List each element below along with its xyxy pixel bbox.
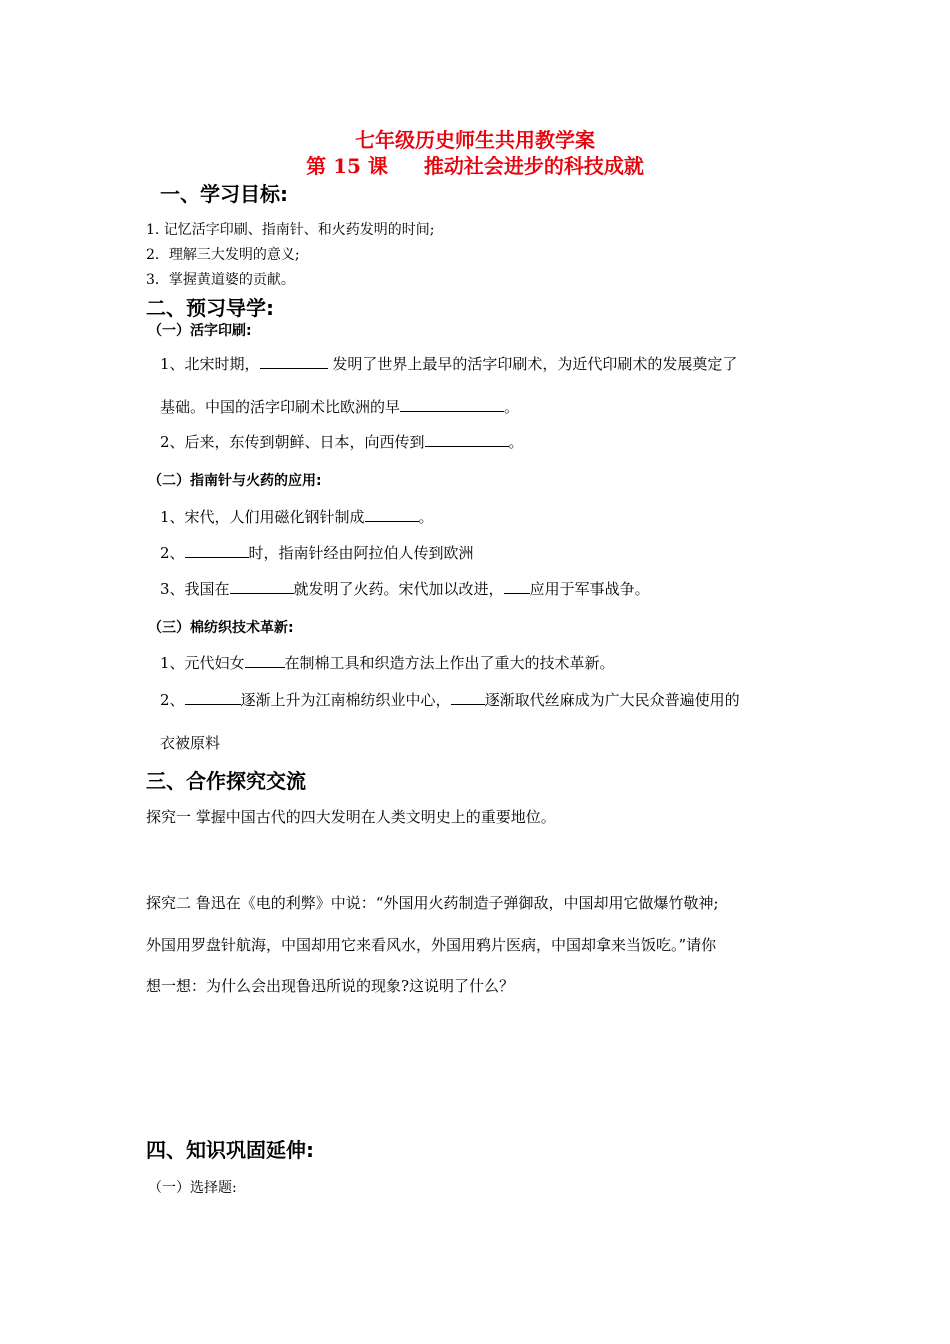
subsection-cotton-heading: （三）棉纺织技术革新: bbox=[148, 620, 294, 636]
section-learning-goals-heading: 一、学习目标: bbox=[160, 182, 288, 206]
question-text: 逐渐取代丝麻成为广大民众普遍使用的 bbox=[484, 691, 740, 709]
question-text: 2、后来，东传到朝鲜、日本，向西传到 bbox=[160, 433, 425, 451]
question-text: 。 bbox=[418, 508, 434, 526]
lesson-number: 第 15 课 bbox=[306, 154, 388, 178]
question-text: 2、 bbox=[160, 544, 185, 562]
inquiry-two-line-2: 外国用罗盘针航海，中国却用它来看风水，外国用鸦片医病，中国却拿来当饭吃。”请你 bbox=[146, 936, 717, 954]
question-text: 发明了世界上最早的活字印刷术，为近代印刷术的发展奠定了 bbox=[332, 355, 738, 373]
lesson-title: 推动社会进步的科技成就 bbox=[423, 154, 644, 178]
lesson-heading bbox=[0, 150, 950, 179]
section-preview-heading: 二、预习导学: bbox=[146, 296, 274, 320]
question-movable-type-2 bbox=[160, 431, 524, 452]
section-inquiry-heading: 三、合作探究交流 bbox=[146, 769, 306, 793]
goal-item-3: 3．掌握黄道婆的贡献。 bbox=[146, 272, 295, 288]
document-title: 七年级历史师生共用教学案 bbox=[355, 128, 595, 152]
answer-blank[interactable] bbox=[365, 506, 419, 522]
question-text: 1、元代妇女 bbox=[160, 654, 245, 672]
question-movable-type-1-cont bbox=[160, 396, 519, 417]
answer-blank[interactable] bbox=[425, 431, 509, 447]
question-text: 基础。中国的活字印刷术比欧洲的早 bbox=[160, 398, 401, 416]
inquiry-two-line-1: 探究二 鲁迅在《电的利弊》中说：“外国用火药制造子弹御敌，中国却用它做爆竹敬神; bbox=[146, 894, 719, 912]
question-text: 1、宋代，人们用磁化钢针制成 bbox=[160, 508, 365, 526]
question-compass-2 bbox=[160, 542, 474, 563]
question-text: 就发明了火药。宋代加以改进， bbox=[293, 580, 504, 598]
question-text: 应用于军事战争。 bbox=[529, 580, 650, 598]
question-text: 。 bbox=[508, 433, 524, 451]
question-gunpowder-3 bbox=[160, 578, 650, 599]
question-text: 在制棉工具和织造方法上作出了重大的技术革新。 bbox=[284, 654, 615, 672]
answer-blank[interactable] bbox=[230, 578, 294, 594]
goal-item-2: 2．理解三大发明的意义; bbox=[146, 247, 300, 263]
subsection-multiple-choice: （一）选择题: bbox=[148, 1180, 237, 1196]
question-text: 1、北宋时期， bbox=[160, 355, 260, 373]
answer-blank[interactable] bbox=[245, 652, 285, 668]
answer-blank[interactable] bbox=[185, 542, 249, 558]
question-cotton-2 bbox=[160, 689, 740, 710]
question-cotton-1 bbox=[160, 652, 615, 673]
answer-blank[interactable] bbox=[451, 689, 485, 705]
answer-blank[interactable] bbox=[504, 578, 530, 594]
answer-blank[interactable] bbox=[185, 689, 241, 705]
question-text: 时，指南针经由阿拉伯人传到欧洲 bbox=[248, 544, 474, 562]
inquiry-two-line-3: 想一想：为什么会出现鲁迅所说的现象?这说明了什么？ bbox=[146, 977, 515, 995]
inquiry-one: 探究一 掌握中国古代的四大发明在人类文明史上的重要地位。 bbox=[146, 808, 556, 826]
question-text: 。 bbox=[504, 398, 520, 416]
answer-blank[interactable] bbox=[260, 353, 328, 369]
goal-item-1: 1. 记忆活字印刷、指南针、和火药发明的时间; bbox=[146, 222, 435, 238]
subsection-compass-gunpowder-heading: （二）指南针与火药的应用: bbox=[148, 473, 322, 489]
answer-blank[interactable] bbox=[400, 396, 504, 412]
question-movable-type-1 bbox=[160, 353, 737, 374]
question-text: 2、 bbox=[160, 691, 185, 709]
question-compass-1 bbox=[160, 506, 434, 527]
section-consolidation-heading: 四、知识巩固延伸: bbox=[146, 1138, 314, 1162]
subsection-movable-type-heading: （一）活字印刷: bbox=[148, 323, 252, 339]
question-cotton-2-cont: 衣被原料 bbox=[160, 734, 221, 752]
question-text: 3、我国在 bbox=[160, 580, 230, 598]
question-text: 逐渐上升为江南棉纺织业中心， bbox=[240, 691, 451, 709]
